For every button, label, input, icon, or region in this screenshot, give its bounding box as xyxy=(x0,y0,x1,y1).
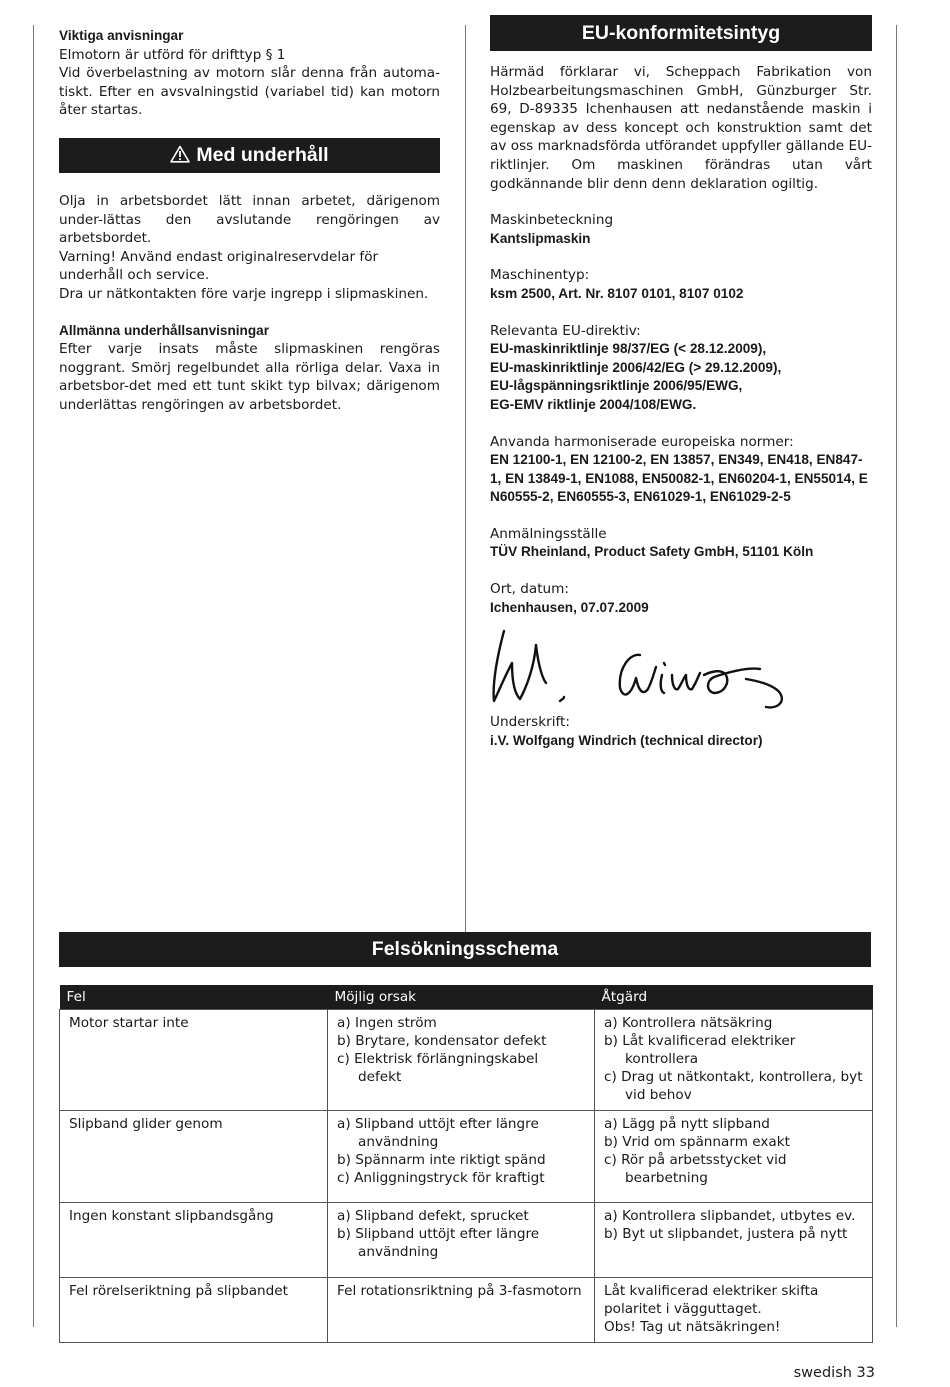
action-item: a) Kontrollera nätsäkring xyxy=(604,1015,773,1031)
table-header-row xyxy=(60,985,873,1010)
table-row xyxy=(60,1010,873,1111)
cause-cell xyxy=(328,1203,595,1278)
action-item: Obs! Tag ut nätsäkringen! xyxy=(604,1319,781,1335)
left-margin-rule xyxy=(33,25,34,1327)
maintenance-line: Olja in arbetsbordet lätt innan arbetet, därigenom under-lättas den avslutande rengöringen av arbetsbordet. xyxy=(59,192,440,247)
table-row xyxy=(60,1278,873,1343)
place-date-value: Ichenhausen, 07.07.2009 xyxy=(490,599,649,615)
left-column xyxy=(59,27,440,415)
maintenance-title: Med underhåll xyxy=(196,143,329,166)
fault-cell: Ingen konstant slipbandsgång xyxy=(60,1203,328,1278)
important-line: Elmotorn är utförd för drifttyp § 1 xyxy=(59,46,286,63)
directive-line: EU-maskinriktlinje 2006/42/EG (> 29.12.2009), xyxy=(490,359,782,375)
right-margin-rule xyxy=(896,25,897,1327)
important-heading: Viktiga anvisningar xyxy=(59,28,184,43)
eu-conformity-title: EU-konformitetsintyg xyxy=(581,22,781,44)
warning-icon xyxy=(170,145,190,163)
action-item: a) Kontrollera slipbandet, utbytes ev. xyxy=(604,1208,856,1224)
action-item: c) Drag ut nätkontakt, kontrollera, byt vid behov xyxy=(604,1069,863,1103)
action-item: Låt kvalificerad elektriker skifta polaritet i vägguttaget. xyxy=(604,1283,819,1317)
cause-item: c) Elektrisk förlängningskabel defekt xyxy=(337,1051,539,1085)
designation-value: Kantslipmaskin xyxy=(490,230,591,246)
cause-item: b) Slipband uttöjt efter längre användning xyxy=(337,1226,540,1260)
cause-cell xyxy=(328,1278,595,1343)
action-cell xyxy=(595,1111,873,1203)
action-cell xyxy=(595,1010,873,1111)
type-value: ksm 2500, Art. Nr. 8107 0101, 8107 0102 xyxy=(490,285,744,301)
directive-line: EU-maskinriktlinje 98/37/EG (< 28.12.2009), xyxy=(490,341,767,357)
cause-cell xyxy=(328,1111,595,1203)
table-row xyxy=(60,1203,873,1278)
directives-label: Relevanta EU-direktiv: xyxy=(490,322,641,339)
action-item: b) Byt ut slipbandet, justera på nytt xyxy=(604,1226,848,1242)
notified-body-label: Anmälningsställe xyxy=(490,525,607,542)
general-maintenance-heading: Allmänna underhållsanvisningar xyxy=(59,322,269,338)
notified-body-value: TÜV Rheinland, Product Safety GmbH, 51101 Köln xyxy=(490,544,814,560)
header-action: Åtgärd xyxy=(595,985,873,1010)
cause-cell xyxy=(328,1010,595,1111)
signature-name: i.V. Wolfgang Windrich (technical director) xyxy=(490,732,763,748)
maintenance-line: Varning! Använd endast originalreservdelar för underhåll och service. xyxy=(59,248,379,284)
header-fault: Fel xyxy=(60,985,328,1010)
action-item: b) Vrid om spännarm exakt xyxy=(604,1134,790,1150)
general-maintenance-text: Efter varje insats måste slipmaskinen rengöras noggrant. Smörj regelbundet alla rörliga delar. Vaxa in arbetsbor-det med ett tunt skikt typ bilvax; därigenom underlättas rengöringen av arbetsbordet. xyxy=(59,341,440,413)
cause-item: b) Spännarm inte riktigt spänd xyxy=(337,1152,546,1168)
signature-label: Underskrift: xyxy=(490,714,570,731)
action-item: b) Låt kvalificerad elektriker kontrollera xyxy=(604,1033,796,1067)
cause-item: b) Brytare, kondensator defekt xyxy=(337,1033,547,1049)
maintenance-title-bar xyxy=(59,138,440,173)
fault-cell: Fel rörelseriktning på slipbandet xyxy=(60,1278,328,1343)
page-number: swedish 33 xyxy=(793,1365,875,1381)
place-date-label: Ort, datum: xyxy=(490,581,569,598)
table-row xyxy=(60,1111,873,1203)
designation-label: Maskinbeteckning xyxy=(490,212,614,229)
troubleshooting-table xyxy=(59,985,873,1343)
eu-intro-text: Härmäd förklarar vi, Scheppach Fabrikation von Holzbearbeitungsmaschinen GmbH, Günzburger Str. 69, D-89335 Ichenhausen att nedanstående maskin i egenskap av dess koncept och konstruktion samt det av oss marknadsförda utförandet uppfyller gällande EU-riktlinjer. Om maskinen förändras utan vårt godkännande blir denn denn deklaration ogiltig. xyxy=(490,64,872,192)
cause-item: a) Ingen ström xyxy=(337,1015,437,1031)
important-line: Vid överbelastning av motorn slår denna från automa-tiskt. Efter en avsvalningstid (variabel tid) kan motorn åter startas. xyxy=(59,65,440,119)
directive-line: EU-lågspänningsriktlinje 2006/95/EWG, xyxy=(490,378,743,394)
column-divider-rule xyxy=(465,25,466,932)
action-cell xyxy=(595,1278,873,1343)
norms-label: Anvanda harmoniserade europeiska normer: xyxy=(490,433,794,450)
troubleshooting-title-bar xyxy=(59,932,871,967)
eu-conformity-title-bar xyxy=(490,15,872,51)
directive-line: EG-EMV riktlinje 2004/108/EWG. xyxy=(490,396,697,412)
type-label: Maschinentyp: xyxy=(490,267,590,284)
cause-item: c) Anliggningstryck för kraftigt xyxy=(337,1170,545,1186)
cause-item: a) Slipband defekt, sprucket xyxy=(337,1208,529,1224)
cause-item: a) Slipband uttöjt efter längre användning xyxy=(337,1116,539,1150)
header-cause: Möjlig orsak xyxy=(328,985,595,1010)
fault-cell: Slipband glider genom xyxy=(60,1111,328,1203)
cause-item: Fel rotationsriktning på 3-fasmotorn xyxy=(337,1283,582,1299)
action-item: c) Rör på arbetsstycket vid bearbetning xyxy=(604,1152,787,1186)
right-column xyxy=(490,15,872,750)
action-item: a) Lägg på nytt slipband xyxy=(604,1116,770,1132)
action-cell xyxy=(595,1203,873,1278)
norms-value: EN 12100-1, EN 12100-2, EN 13857, EN349, EN418, EN847-1, EN 13849-1, EN1088, EN50082-1, EN60204-1, EN55014, EN60555-2, EN60555-3, EN61029-1, EN61029-2-5 xyxy=(490,452,868,505)
fault-cell: Motor startar inte xyxy=(60,1010,328,1111)
handwritten-signature xyxy=(490,623,872,709)
troubleshooting-title: Felsökningsschema xyxy=(371,938,559,960)
maintenance-line: Dra ur nätkontakten före varje ingrepp i slipmaskinen. xyxy=(59,285,429,302)
